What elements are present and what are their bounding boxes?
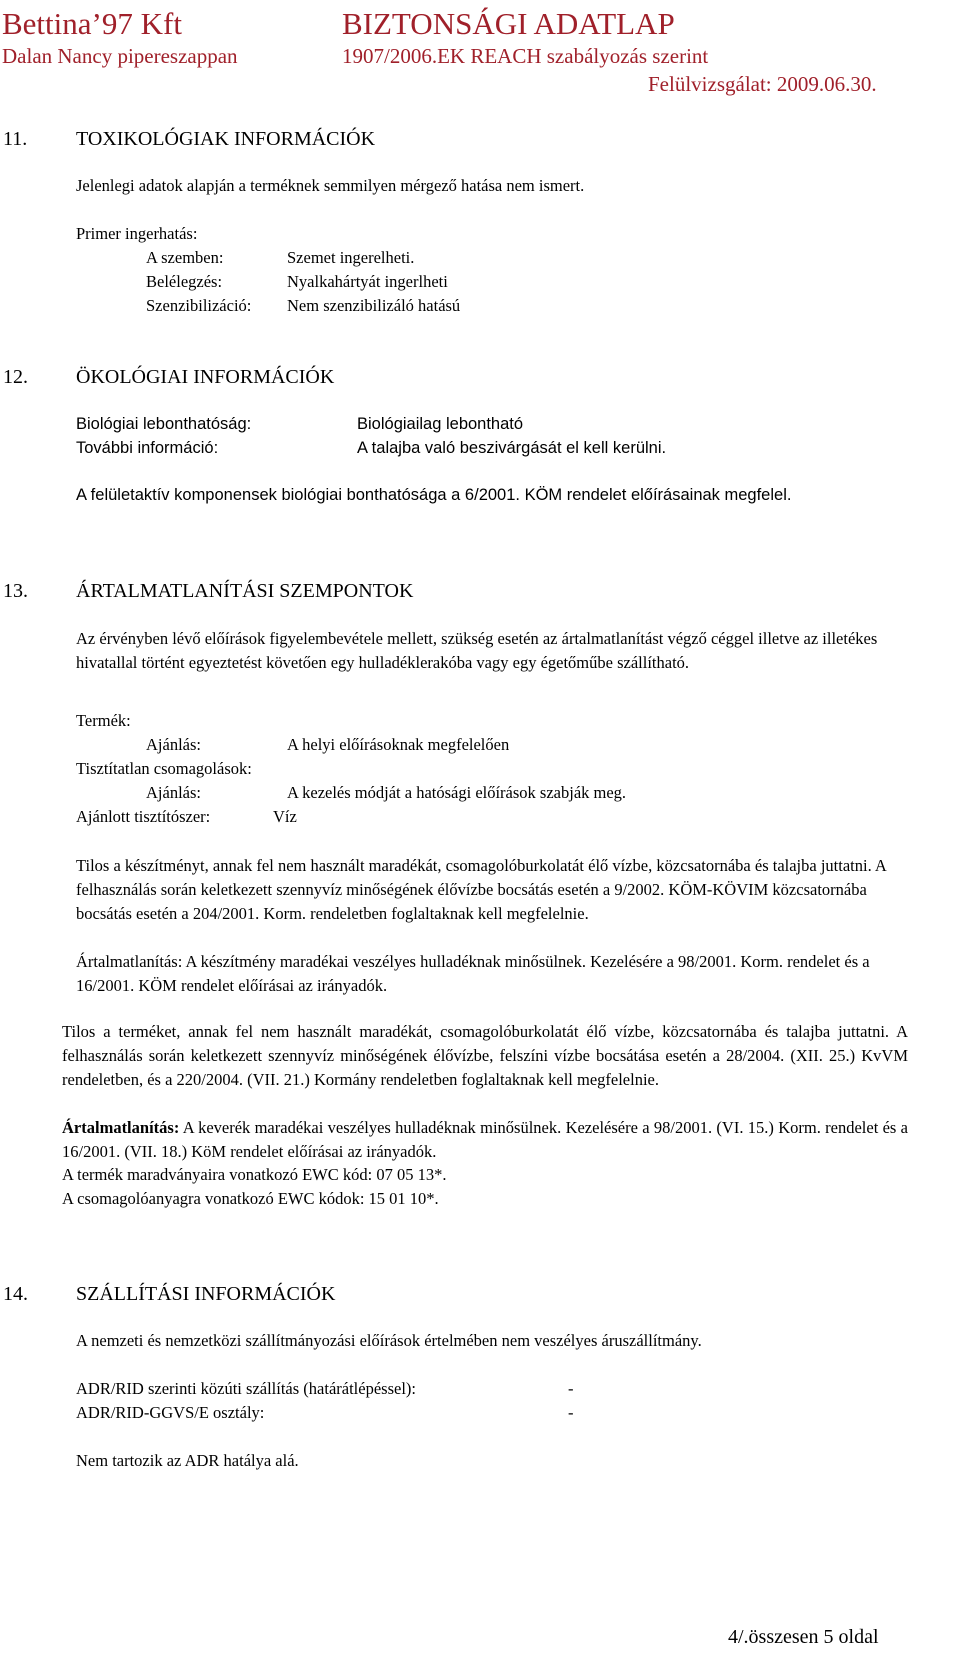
s13-recommendation-value: A kezelés módját a hatósági előírások szabják meg. bbox=[287, 783, 627, 802]
section-14-number: 14. bbox=[3, 1283, 28, 1305]
company-name: Bettina’97 Kft bbox=[2, 6, 182, 41]
s13-ewc-product: A termék maradványaira vonatkozó EWC kód: 07 05 13*. bbox=[62, 1165, 447, 1184]
s13-paragraph-4-bold: Ártalmatlanítás: bbox=[62, 1118, 180, 1137]
s13-ewc-packaging: A csomagolóanyagra vonatkozó EWC kódok: 15 01 10*. bbox=[62, 1189, 439, 1208]
s12-row-label: További információ: bbox=[76, 439, 219, 457]
s11-row-value: Szemet ingerelheti. bbox=[287, 248, 415, 267]
document-title: BIZTONSÁGI ADATLAP bbox=[342, 6, 675, 41]
s11-primer-label: Primer ingerhatás: bbox=[76, 224, 198, 243]
section-12-title: ÖKOLÓGIAI INFORMÁCIÓK bbox=[76, 366, 335, 388]
s13-product-label: Termék: bbox=[76, 711, 131, 730]
s13-paragraph-3: Tilos a terméket, annak fel nem használt maradékát, csomagolóburkolatát élő vízbe, közcsatornába és talajba juttatni. A felhasználás során keletkezett szennyvíz minőségének élővízbe, felszíni vízbe bocsátása esetén a 28/2004. (XII. 25.) KvVM rendeletben, és a 220/2004. (VII. 21.) Kormány rendeletben foglaltaknak kell megfelelnie. bbox=[62, 1022, 908, 1089]
s11-row-value: Nyalkahártyát ingerlheti bbox=[287, 272, 448, 291]
s13-recommendation-label: Ajánlás: bbox=[146, 783, 201, 802]
s14-row-value: - bbox=[568, 1403, 574, 1422]
section-12-number: 12. bbox=[3, 366, 28, 388]
s13-cleaner-label: Ajánlott tisztítószer: bbox=[76, 807, 211, 826]
s14-intro: A nemzeti és nemzetközi szállítmányozási előírások értelmében nem veszélyes áruszállítmány. bbox=[76, 1331, 702, 1350]
s13-recommendation-value: A helyi előírásoknak megfelelően bbox=[287, 735, 510, 754]
s11-intro: Jelenlegi adatok alapján a terméknek semmilyen mérgező hatása nem ismert. bbox=[76, 176, 585, 195]
section-11-title: TOXIKOLÓGIAK INFORMÁCIÓK bbox=[76, 128, 376, 150]
s11-row-label: A szemben: bbox=[146, 248, 224, 267]
s13-paragraph-4 bbox=[62, 1116, 908, 1164]
s13-paragraph-2: Ártalmatlanítás: A készítmény maradékai veszélyes hulladéknak minősülnek. Kezelésére a 98/2001. Korm. rendelet és a 16/2001. KÖM rendelet előírásai az irányadók. bbox=[76, 952, 870, 995]
s14-row-value: - bbox=[568, 1379, 574, 1398]
s14-note: Nem tartozik az ADR hatálya alá. bbox=[76, 1451, 299, 1470]
s14-row-label: ADR/RID szerinti közúti szállítás (határátlépéssel): bbox=[76, 1379, 416, 1398]
s13-cleaner-value: Víz bbox=[273, 807, 297, 826]
s12-row-value: Biológiailag lebontható bbox=[357, 415, 524, 433]
s13-paragraph-1: Tilos a készítményt, annak fel nem használt maradékát, csomagolóburkolatát élő vízbe, közcsatornába és talajba juttatni. A felhasználás során keletkezett szennyvíz minőségének élővízbe bocsátás esetén a 9/2002. KÖM-KÖVIM közcsatornába bocsátás esetén a 204/2001. Korm. rendeletben foglaltaknak kell megfelelnie. bbox=[76, 856, 886, 923]
s11-row-label: Belélegzés: bbox=[146, 272, 223, 291]
section-13-title: ÁRTALMATLANÍTÁSI SZEMPONTOK bbox=[76, 580, 414, 602]
s13-intro: Az érvényben lévő előírások figyelembevétele mellett, szükség esetén az ártalmatlanítást végző céggel illetve az illetékes hivatallal történt egyeztetést követően egy hulladéklerakóba vagy egy égetőműbe szállítható. bbox=[76, 629, 878, 672]
s14-row-label: ADR/RID-GGVS/E osztály: bbox=[76, 1403, 265, 1422]
s12-row-value: A talajba való beszivárgását el kell kerülni. bbox=[357, 439, 667, 457]
s11-row-value: Nem szenzibilizáló hatású bbox=[287, 296, 461, 315]
s11-row-label: Szenzibilizáció: bbox=[146, 296, 252, 315]
section-11-number: 11. bbox=[3, 128, 28, 150]
section-13-number: 13. bbox=[3, 580, 28, 602]
revision-date: Felülvizsgálat: 2009.06.30. bbox=[648, 72, 877, 96]
s12-note: A felületaktív komponensek biológiai bonthatósága a 6/2001. KÖM rendelet előírásainak megfelel. bbox=[76, 486, 792, 504]
section-14-title: SZÁLLÍTÁSI INFORMÁCIÓK bbox=[76, 1283, 336, 1305]
s13-paragraph-4-text: A keverék maradékai veszélyes hulladéknak minősülnek. Kezelésére a 98/2001. (VI. 15.) Korm. rendelet és a 16/2001. (VII. 18.) KöM rendelet előírásai az irányadók. bbox=[62, 1118, 908, 1161]
page-number: 4/.összesen 5 oldal bbox=[728, 1626, 879, 1648]
product-name: Dalan Nancy pipereszappan bbox=[2, 44, 238, 68]
s13-recommendation-label: Ajánlás: bbox=[146, 735, 201, 754]
regulation-text: 1907/2006.EK REACH szabályozás szerint bbox=[342, 44, 709, 68]
s13-packaging-label: Tisztítatlan csomagolások: bbox=[76, 759, 252, 778]
s12-row-label: Biológiai lebonthatóság: bbox=[76, 415, 252, 433]
